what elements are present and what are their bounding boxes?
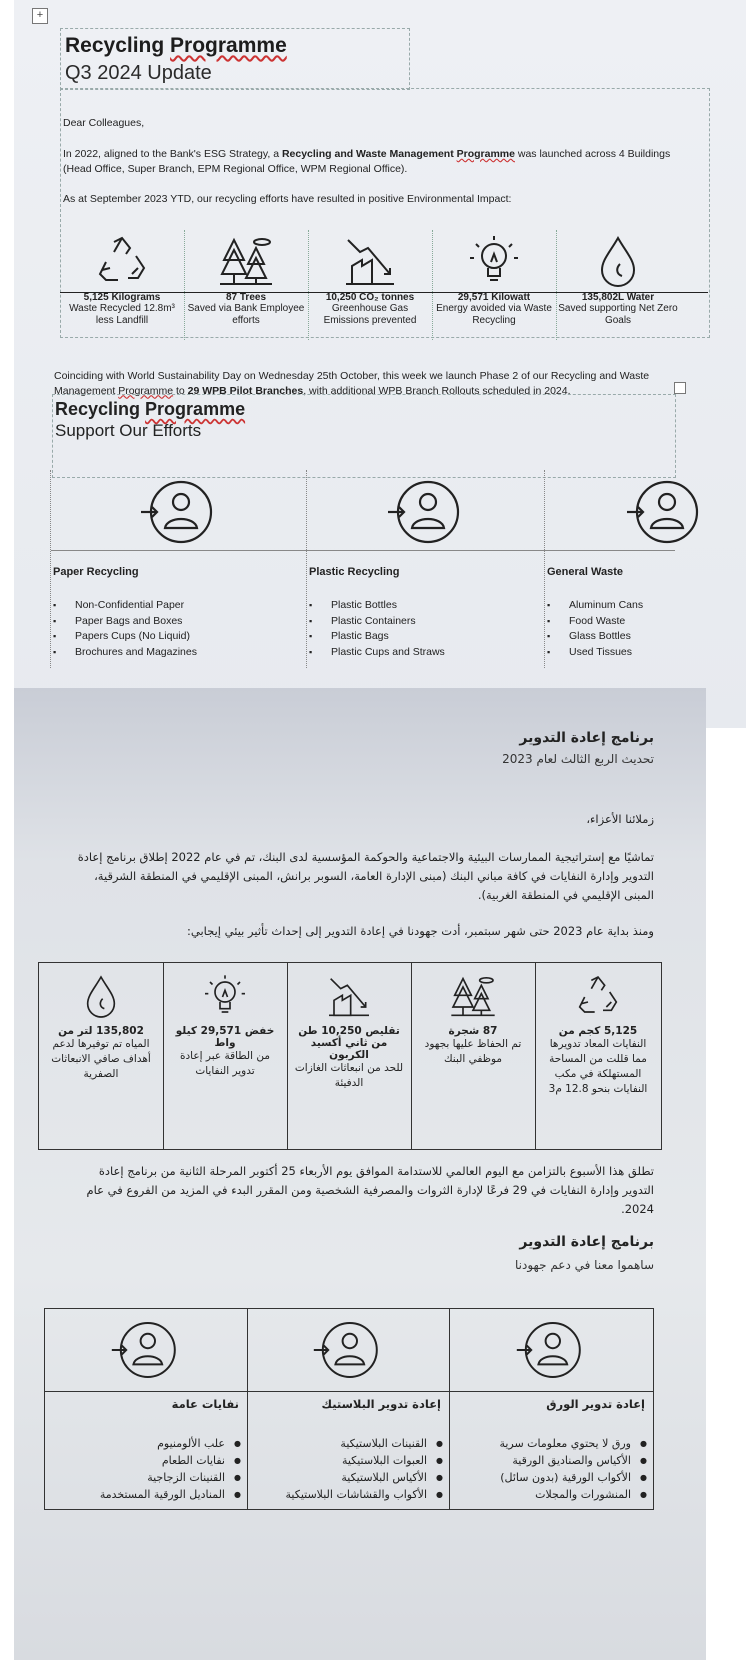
list-item: ● ورق لا يحتوي معلومات سرية: [499, 1435, 647, 1452]
support-subtitle: Support Our Efforts: [55, 421, 202, 440]
table-move-handle-icon[interactable]: +: [32, 8, 48, 24]
factory-decline-icon: [324, 971, 374, 1023]
ar-category-column: [45, 1309, 248, 1509]
list-item: ▪ Plastic Bags: [307, 629, 445, 645]
ar-category-column: [247, 1309, 450, 1509]
title-block: [60, 28, 410, 90]
water-drop-icon: [76, 971, 126, 1023]
list-item: ▪ Brochures and Magazines: [51, 645, 197, 661]
category-list: [545, 598, 643, 660]
ar-category-name: إعادة تدوير الورق: [546, 1397, 645, 1411]
ar-impact-intro: ومنذ بداية عام 2023 حتى شهر سبتمبر، أدت جهودنا في إعادة التدوير إلى إحداث تأثير بيئي إيجابي:: [187, 924, 654, 938]
category-name: Paper Recycling: [53, 566, 139, 578]
list-item: ▪ Paper Bags and Boxes: [51, 614, 197, 630]
ar-impact-cell: 87 شجرة تم الحفاظ عليها بجهود موظفي البنك: [411, 963, 536, 1149]
support-title: Recycling Programme: [55, 399, 246, 419]
ar-impact-cell: 135,802 لتر من المياه تم توفيرها لدعم أهداف صافي الانبعاثات الصفرية: [39, 963, 164, 1149]
recycle-icon: [573, 971, 623, 1023]
page-subtitle: Q3 2024 Update: [65, 62, 212, 84]
ar-impact-cell: 5,125 كجم من النفايات المعاد تدويرها مما قللت من المساحة المستهلكة في مكب النفايات بنحو 12.8 م3: [535, 963, 661, 1149]
ar-category-name: إعادة تدوير البلاستيك: [321, 1397, 441, 1411]
impact-cell: 5,125 Kilograms Waste Recycled 12.8m³ less Landfill: [60, 230, 185, 340]
phase2-paragraph: Coinciding with World Sustainability Day on Wednesday 25th October, this week we launch Phase 2 of our Recycling and Waste Management Programme to 29 WPB Pilot Branches, with additional WPB Branch Rollouts scheduled in 2024.: [54, 369, 650, 397]
list-item: ▪ Plastic Bottles: [307, 598, 445, 614]
list-item: ● القنينات الزجاجية: [100, 1469, 241, 1486]
person-arrow-icon: [312, 1319, 384, 1381]
factory-decline-icon: [340, 234, 400, 290]
ar-category-name: نفايات عامة: [171, 1397, 239, 1411]
intro-paragraph: In 2022, aligned to the Bank's ESG Strategy, a Recycling and Waste Management Programme was launched across 4 Buildings (Head Office, Super Branch, EPM Regional Office, WPM Regional Office).: [63, 148, 671, 175]
categories-table: [50, 470, 674, 668]
list-item: ▪ Aluminum Cans: [545, 598, 643, 614]
list-item: ● الأكياس والصناديق الورقية: [499, 1452, 647, 1469]
ar-support-subtitle: ساهموا معنا في دعم جهودنا: [515, 1258, 654, 1272]
list-item: ● الأكياس البلاستيكية: [286, 1469, 443, 1486]
list-item: ● المنشورات والمجلات: [499, 1486, 647, 1503]
ar-impact-cell: تقليص 10,250 طن من ثاني أكسيد الكربون للحد من انبعاثات الغازات الدفيئة: [287, 963, 412, 1149]
arabic-section: [14, 688, 706, 1660]
ar-intro-paragraph: تماشيًا مع إستراتيجية الممارسات البيئية والاجتماعية والحوكمة المؤسسية لدى البنك، تم في عام 2022 إطلاق برنامج إعادة التدوير وإدارة النفايات في كافة مباني البنك (مبنى الإدارة العامة، السوبر برانش، المبنى الإقليمي في المنطقة الشرقية، المبنى الإقليمي في المنطقة الغربية).: [77, 850, 654, 902]
english-section: [14, 0, 746, 728]
list-item: ● الأكواب والقشاشات البلاستيكية: [286, 1486, 443, 1503]
recycle-icon: [92, 234, 152, 290]
list-item: ▪ Used Tissues: [545, 645, 643, 661]
list-item: ▪ Glass Bottles: [545, 629, 643, 645]
impact-cell: 87 Trees Saved via Bank Employee efforts: [184, 230, 309, 340]
impact-cell: 29,571 Kilowatt Energy avoided via Waste Recycling: [432, 230, 557, 340]
water-drop-icon: [588, 234, 648, 290]
trees-icon: [448, 971, 498, 1023]
impact-cell: 10,250 CO₂ tonnes Greenhouse Gas Emissions prevented: [308, 230, 433, 340]
impact-table: [60, 230, 708, 340]
ar-category-list: [499, 1435, 647, 1503]
lightbulb-icon: [200, 971, 250, 1023]
greeting: Dear Colleagues,: [63, 117, 145, 129]
ar-page-subtitle: تحديث الربع الثالث لعام 2023: [502, 752, 654, 766]
trees-icon: [216, 234, 276, 290]
list-item: ▪ Plastic Containers: [307, 614, 445, 630]
lightbulb-icon: [464, 234, 524, 290]
impact-intro: As at September 2023 YTD, our recycling efforts have resulted in positive Environmental Impact:: [63, 193, 512, 205]
list-item: ▪ Non-Confidential Paper: [51, 598, 197, 614]
list-item: ● نفايات الطعام: [100, 1452, 241, 1469]
page-title: Recycling Programme: [65, 34, 287, 57]
category-column: [50, 470, 307, 668]
category-name: General Waste: [547, 566, 624, 578]
table-resize-handle[interactable]: [674, 382, 686, 394]
ar-categories-table: [44, 1308, 654, 1510]
list-item: ● المناديل الورقية المستخدمة: [100, 1486, 241, 1503]
ar-page-title: برنامج إعادة التدوير: [519, 730, 654, 746]
ar-greeting: زملائنا الأعزاء،: [586, 812, 654, 826]
category-column: [544, 470, 675, 668]
person-arrow-icon: [139, 478, 219, 546]
ar-category-list: [100, 1435, 241, 1503]
ar-category-list: [286, 1435, 443, 1503]
list-item: ● علب الألومنيوم: [100, 1435, 241, 1452]
list-item: ● العبوات البلاستيكية: [286, 1452, 443, 1469]
ar-support-title: برنامج إعادة التدوير: [519, 1234, 654, 1250]
list-item: ▪ Plastic Cups and Straws: [307, 645, 445, 661]
person-arrow-icon: [515, 1319, 587, 1381]
support-heading-block: [52, 394, 676, 478]
category-list: [307, 598, 445, 660]
ar-impact-cell: خفض 29,571 كيلو واط من الطاقة عبر إعادة تدوير النفايات: [163, 963, 288, 1149]
category-column: [306, 470, 545, 668]
person-arrow-icon: [625, 478, 705, 546]
person-arrow-icon: [110, 1319, 182, 1381]
list-item: ● القنينات البلاستيكية: [286, 1435, 443, 1452]
person-arrow-icon: [386, 478, 466, 546]
category-name: Plastic Recycling: [309, 566, 400, 578]
ar-phase2-paragraph: تطلق هذا الأسبوع بالتزامن مع اليوم العالمي للاستدامة الموافق يوم الأربعاء 25 أكتوبر المرحلة الثانية من برنامج إعادة التدوير وإدارة النفايات في 29 فرعًا لإدارة الثروات والمصرفية الشخصية ومن المقرر البدء في المزيد من الفروع في عام 2024.: [86, 1164, 654, 1216]
ar-impact-table: [38, 962, 662, 1150]
list-item: ▪ Papers Cups (No Liquid): [51, 629, 197, 645]
list-item: ● الأكواب الورقية (بدون سائل): [499, 1469, 647, 1486]
impact-divider: [60, 292, 708, 293]
ar-category-column: [449, 1309, 653, 1509]
list-item: ▪ Food Waste: [545, 614, 643, 630]
impact-cell: 135,802L Water Saved supporting Net Zero Goals: [556, 230, 680, 340]
category-list: [51, 598, 197, 660]
